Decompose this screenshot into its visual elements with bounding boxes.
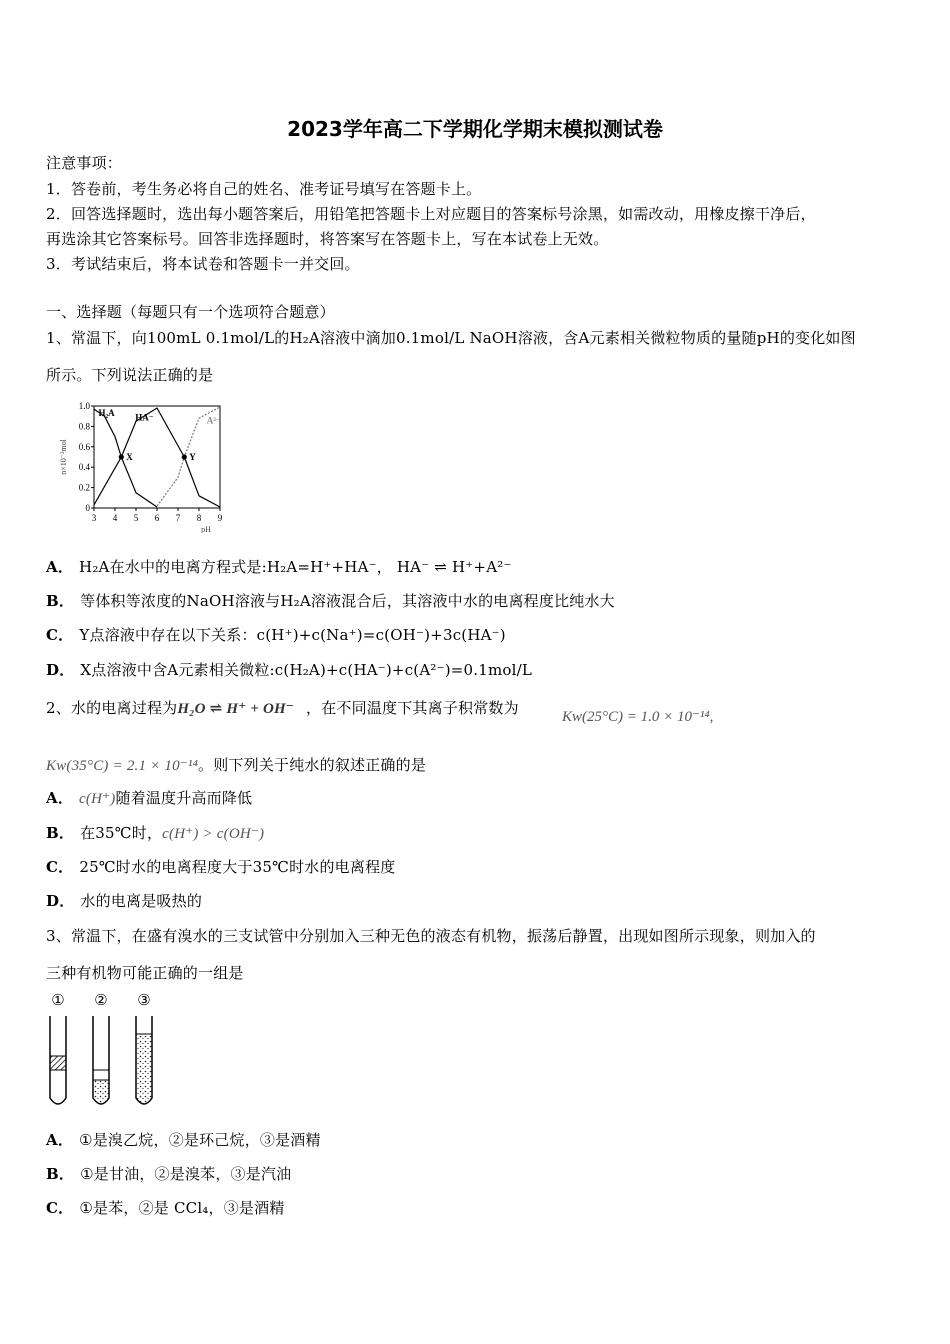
test-tube-3 <box>136 1016 152 1104</box>
q2-option-c[interactable] <box>46 856 395 877</box>
q1-option-a[interactable] <box>46 556 512 577</box>
option-formula: c(H⁺) > c(OH⁻) <box>162 826 265 842</box>
option-text: ①是苯，②是 CCl₄，③是酒精 <box>79 1199 285 1217</box>
q1-stem-line1: 1、常温下，向100mL 0.1mol/L的H₂A溶液中滴加0.1mol/L NaOH溶液，含A元素相关微粒物质的量随pH的变化如图 <box>46 329 856 347</box>
y-tick-label: 0 <box>85 503 90 513</box>
x-tick-label: 5 <box>133 513 139 523</box>
option-letter: B． <box>46 1165 75 1183</box>
option-text: 25℃时水的电离程度大于35℃时水的电离程度 <box>79 858 396 876</box>
y-tick-label: 0.8 <box>78 421 90 432</box>
notice-item-1: 1．答卷前，考生务必将自己的姓名、准考证号填写在答题卡上。 <box>46 180 482 198</box>
notice-item-2: 2．回答选择题时，选出每小题答案后，用铅笔把答题卡上对应题目的答案标号涂黑，如需改动，用橡皮擦干净后， <box>46 205 816 223</box>
x-tick-label: 6 <box>154 513 160 523</box>
q3-option-b[interactable] <box>46 1163 291 1184</box>
option-formula: c(H⁺) <box>79 791 116 807</box>
x-tick-label: 7 <box>175 513 181 523</box>
q3-test-tubes-figure <box>44 990 164 1115</box>
y-tick-label: 1.0 <box>78 401 90 411</box>
test-tube-1 <box>50 1016 66 1104</box>
option-letter: A． <box>46 558 74 576</box>
tube-label-3: ③ <box>137 993 151 1009</box>
option-letter: C． <box>46 1199 74 1217</box>
option-text: ①是溴乙烷，②是环己烷，③是酒精 <box>79 1131 321 1149</box>
x-tick-label: 3 <box>91 513 97 523</box>
option-letter: C． <box>46 626 74 644</box>
option-text: 等体积等浓度的NaOH溶液与H₂A溶液混合后，其溶液中水的电离程度比纯水大 <box>80 592 615 610</box>
y-tick-label: 0.6 <box>78 441 90 452</box>
x-tick-label: 4 <box>112 513 118 523</box>
x-tick-label: 8 <box>196 513 202 523</box>
q2-option-a[interactable] <box>46 787 252 808</box>
option-letter: A． <box>46 789 74 807</box>
tube-label-1: ① <box>51 993 65 1009</box>
series-label-2: A²⁻ <box>206 415 221 426</box>
point-X <box>119 454 124 459</box>
section-heading: 一、选择题（每题只有一个选项符合题意） <box>46 303 335 321</box>
option-letter: C． <box>46 858 74 876</box>
y-axis-label: n×10⁻²mol <box>59 439 68 475</box>
notice-heading: 注意事项： <box>46 154 123 172</box>
q1-option-d[interactable] <box>46 659 532 680</box>
point-Y <box>182 454 187 459</box>
option-text: 水的电离是吸热的 <box>80 892 203 910</box>
point-label-X: X <box>126 452 133 462</box>
q3-stem-line2: 三种有机物可能正确的一组是 <box>46 964 244 982</box>
q3-option-c[interactable] <box>46 1197 285 1218</box>
option-text: H₂A在水中的电离方程式是:H₂A=H⁺+HA⁻， HA⁻ ⇌ H⁺+A²⁻ <box>79 558 512 576</box>
q2-option-d[interactable] <box>46 890 202 911</box>
q2-kw25: Kw(25°C) = 1.0 × 10⁻¹⁴, <box>562 709 714 725</box>
q2-suffix: 。则下列关于纯水的叙述正确的是 <box>198 756 427 774</box>
y-tick-label: 0.4 <box>78 462 90 473</box>
page-title: 2023学年高二下学期化学期末模拟测试卷 <box>287 117 663 141</box>
series-label-1: HA⁻ <box>135 412 154 423</box>
q2-equation: H₂O ⇌ H⁺ + OH⁻ <box>177 701 295 717</box>
tube-label-2: ② <box>94 993 108 1009</box>
q3-stem-line1: 3、常温下，在盛有溴水的三支试管中分别加入三种无色的液态有机物，振荡后静置，出现如图所示现象，则加入的 <box>46 927 816 945</box>
q2-stem-line2 <box>46 754 426 775</box>
option-letter: A． <box>46 1131 74 1149</box>
y-tick-label: 0.2 <box>78 482 90 493</box>
q2-kw35: Kw(35°C) = 2.1 × 10⁻¹⁴ <box>46 758 199 774</box>
x-axis-label: pH <box>201 525 211 533</box>
option-letter: D． <box>46 661 75 679</box>
option-text: 在35℃时， <box>80 824 163 842</box>
q2-prefix: 2、水的电离过程为 <box>46 699 178 717</box>
option-text: X点溶液中含A元素相关微粒:c(H₂A)+c(HA⁻)+c(A²⁻)=0.1mol/L <box>80 661 533 679</box>
q1-option-b[interactable] <box>46 590 615 611</box>
point-label-Y: Y <box>189 452 196 462</box>
x-tick-label: 9 <box>217 513 223 523</box>
option-text: Y点溶液中存在以下关系：c(H⁺)+c(Na⁺)=c(OH⁻)+3c(HA⁻) <box>79 626 506 644</box>
notice-item-3: 3．考试结束后，将本试卷和答题卡一并交回。 <box>46 255 360 273</box>
option-text: 随着温度升高而降低 <box>115 789 253 807</box>
series-line-1 <box>94 408 220 507</box>
q1-option-c[interactable] <box>46 624 506 645</box>
q2-middle: ，在不同温度下其离子积常数为 <box>306 699 519 717</box>
series-label-0: H₂A <box>98 408 115 419</box>
option-letter: B． <box>46 824 75 842</box>
q2-option-b[interactable] <box>46 822 264 843</box>
q2-stem-line1 <box>46 697 519 718</box>
q1-chart <box>58 398 238 533</box>
option-letter: B． <box>46 592 75 610</box>
chart-frame <box>94 406 220 508</box>
option-text: ①是甘油，②是溴苯，③是汽油 <box>80 1165 292 1183</box>
q3-option-a[interactable] <box>46 1129 321 1150</box>
test-tube-2 <box>93 1016 109 1104</box>
q1-stem-line2: 所示。下列说法正确的是 <box>46 366 214 384</box>
notice-item-2-cont: 再选涂其它答案标号。回答非选择题时，将答案写在答题卡上，写在本试卷上无效。 <box>46 230 609 248</box>
option-letter: D． <box>46 892 75 910</box>
